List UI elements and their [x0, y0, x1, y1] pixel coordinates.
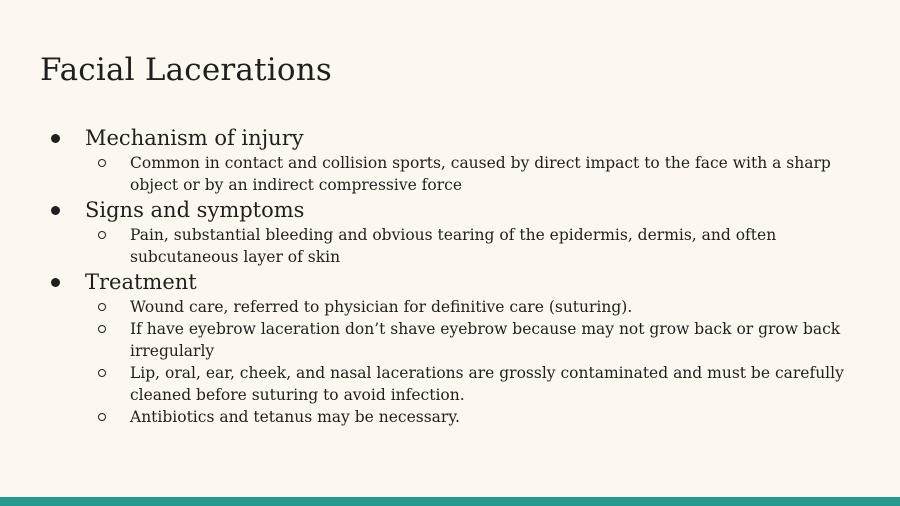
sub-bullet-text: Pain, substantial bleeding and obvious tearing of the epidermis, dermis, and often subcutaneous layer of skin	[130, 226, 777, 266]
hollow-bullet-icon	[98, 303, 106, 311]
slide-content	[40, 124, 860, 428]
filled-bullet-icon	[51, 206, 60, 215]
hollow-bullet-icon	[98, 369, 106, 377]
bullet-heading: Treatment	[85, 270, 197, 294]
sub-bullet-text: If have eyebrow laceration don’t shave eyebrow because may not grow back or grow back irregularly	[130, 320, 841, 360]
sub-bullet-text: Wound care, referred to physician for definitive care (suturing).	[130, 298, 633, 316]
sub-bullet	[40, 152, 860, 196]
sub-bullet	[40, 362, 860, 406]
slide-title: Facial Lacerations	[40, 52, 332, 88]
sub-bullet-text: Lip, oral, ear, cheek, and nasal lacerations are grossly contaminated and must be carefully cleaned before suturing to avoid infection.	[130, 364, 844, 404]
bullet-treatment	[40, 268, 860, 296]
hollow-bullet-icon	[98, 325, 106, 333]
filled-bullet-icon	[51, 134, 60, 143]
sub-bullet-text: Common in contact and collision sports, caused by direct impact to the face with a sharp object or by an indirect compressive force	[130, 154, 831, 194]
filled-bullet-icon	[51, 278, 60, 287]
accent-bottom-bar	[0, 497, 900, 506]
bullet-heading: Mechanism of injury	[85, 126, 304, 150]
sub-bullet-text: Antibiotics and tetanus may be necessary.	[130, 408, 460, 426]
hollow-bullet-icon	[98, 159, 106, 167]
sub-bullet	[40, 296, 860, 318]
bullet-mechanism-of-injury	[40, 124, 860, 152]
hollow-bullet-icon	[98, 231, 106, 239]
sub-bullet	[40, 318, 860, 362]
sub-bullet	[40, 406, 860, 428]
bullet-signs-and-symptoms	[40, 196, 860, 224]
sub-bullet	[40, 224, 860, 268]
bullet-heading: Signs and symptoms	[85, 198, 305, 222]
hollow-bullet-icon	[98, 413, 106, 421]
